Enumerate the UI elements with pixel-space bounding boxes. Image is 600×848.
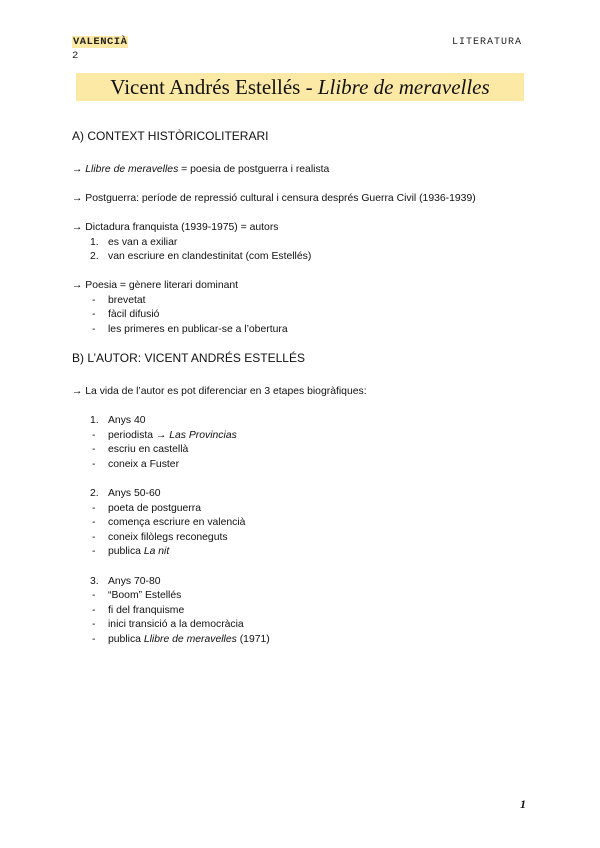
stage-number: 1. <box>90 415 99 426</box>
paragraph-1: → Llibre de meravelles = poesia de postguerra i realista <box>72 164 330 175</box>
list-dash: - <box>92 532 96 543</box>
list-item: coneix a Fuster <box>108 459 180 470</box>
list-item: les primeres en publicar-se a l’obertura <box>108 324 288 335</box>
section-a-heading: A) CONTEXT HISTÒRICOLITERARI <box>72 129 269 143</box>
paragraph-3: → Dictadura franquista (1939-1975) = autors <box>72 222 279 233</box>
stage-number: 3. <box>90 576 99 587</box>
list-dash: - <box>92 459 96 470</box>
list-item: periodista → Las Provincias <box>108 430 237 441</box>
header-subject: VALENCIÀ <box>73 36 128 48</box>
list-dash: - <box>92 444 96 455</box>
list-item: publica La nit <box>108 546 170 557</box>
list-item: fàcil difusió <box>108 309 160 320</box>
list-item: es van a exiliar <box>108 237 178 248</box>
paragraph-4: → Poesia = gènere literari dominant <box>72 280 239 291</box>
list-item: brevetat <box>108 295 146 306</box>
document-title: Vicent Andrés Estellés - Llibre de meravelles <box>76 73 524 101</box>
paragraph-2: → Postguerra: període de repressió cultural i censura després Guerra Civil (1936-1939) <box>72 193 476 204</box>
list-item: comença escriure en valencià <box>108 517 246 528</box>
list-item: coneix filòlegs reconeguts <box>108 532 228 543</box>
list-dash: - <box>92 634 96 645</box>
list-item: fi del franquisme <box>108 605 185 616</box>
header-page-number: 2 <box>72 50 79 62</box>
page-number: 1 <box>520 797 526 811</box>
list-dash: - <box>92 619 96 630</box>
list-number: 2. <box>90 251 99 262</box>
list-dash: - <box>92 517 96 528</box>
stage-title: Anys 70-80 <box>108 576 161 587</box>
header-course: LITERATURA <box>451 37 522 48</box>
section-b-heading: B) L’AUTOR: VICENT ANDRÉS ESTELLÉS <box>72 351 305 365</box>
list-dash: - <box>92 546 96 557</box>
section-b-intro: → La vida de l’autor es pot diferenciar en 3 etapes biogràfiques: <box>72 386 367 397</box>
list-item: poeta de postguerra <box>108 503 202 514</box>
list-item: publica Llibre de meravelles (1971) <box>108 634 270 645</box>
list-item: inici transició a la democràcia <box>108 619 244 630</box>
list-dash: - <box>92 295 96 306</box>
list-dash: - <box>92 430 96 441</box>
list-dash: - <box>92 590 96 601</box>
stage-title: Anys 50-60 <box>108 488 161 499</box>
list-number: 1. <box>90 237 99 248</box>
list-dash: - <box>92 309 96 320</box>
list-dash: - <box>92 605 96 616</box>
stage-number: 2. <box>90 488 99 499</box>
list-item: “Boom” Estellés <box>108 590 182 601</box>
list-item: escriu en castellà <box>108 444 189 455</box>
list-dash: - <box>92 503 96 514</box>
stage-title: Anys 40 <box>108 415 146 426</box>
list-item: van escriure en clandestinitat (com Estellés) <box>108 251 312 262</box>
list-dash: - <box>92 324 96 335</box>
